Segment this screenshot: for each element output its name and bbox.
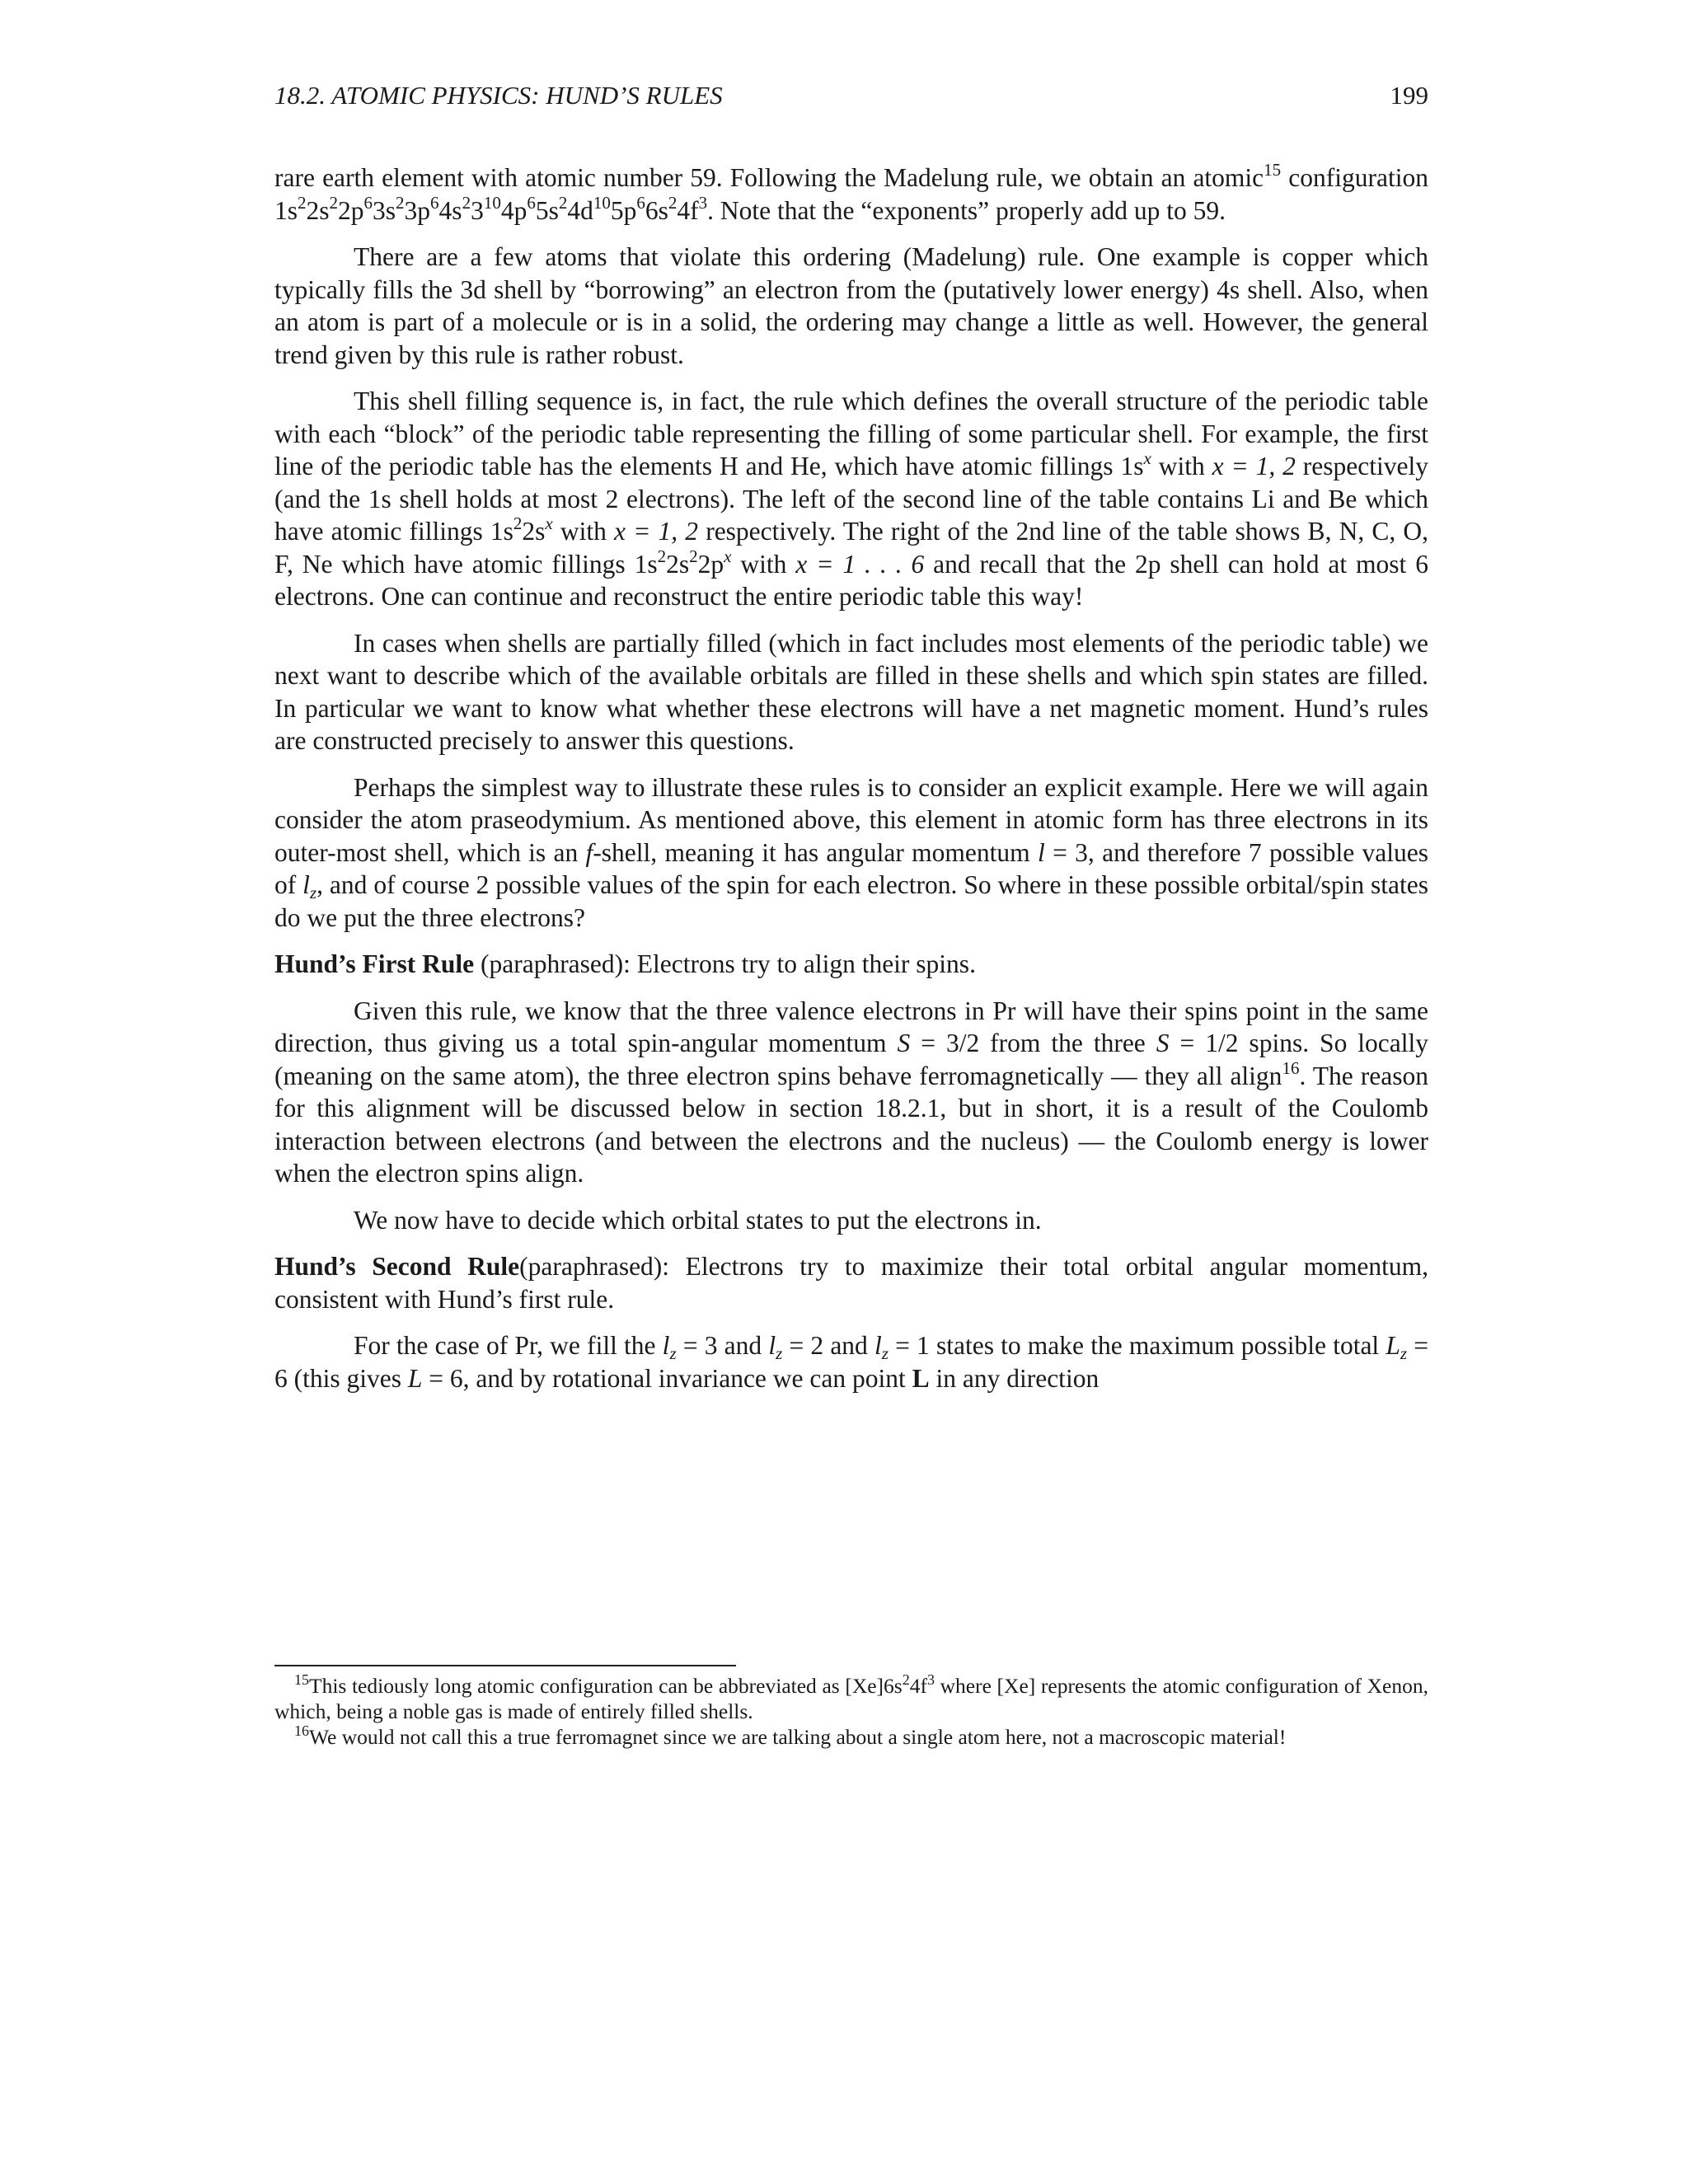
running-header — [274, 81, 1428, 122]
page — [274, 81, 1428, 1408]
config-occupancy: 3 — [698, 192, 708, 213]
hunds-first-rule: Hund’s First Rule (paraphrased): Electrons try to align their spins. — [274, 949, 976, 978]
footnotes — [274, 1673, 1428, 1750]
paragraph-3: This shell filling sequence is, in fact, the rule which defines the overall structure of the periodic table with each “block” of the periodic table representing the filling of some particular shell. For example, the first line of the periodic table has the elements H and He, which have atomic fillings $1s^x$ with x = 1, 2 respectively (and the 1s shell holds at most 2 electrons). The left of the second line of the table contains Li and Be which have atomic fillings $1s^22s^x$ with x = 1, 2 respectively. The right of the 2nd line of the table shows B, N, C, O, F, Ne which have atomic fillings $1s^22s^22p^x$ with x = 1 . . . 6 and recall that the 2p shell can hold at most 6 electrons. One can continue and reconstruct the entire periodic table this way! — [274, 387, 1428, 611]
footnote-15: $^{15}$This tediously long atomic configuration can be abbreviated as $[Xe]6s^24f^3$ where [Xe] represents the atomic configuration of Xenon, which, being a noble gas is made of entirely filled shells. — [274, 1671, 1428, 1723]
page-number: 199 — [1390, 81, 1428, 110]
config-shell: 4f — [677, 195, 699, 225]
electron-configuration — [274, 192, 708, 225]
config-occupancy: 6 — [636, 192, 645, 213]
config-occupancy: 10 — [593, 192, 611, 213]
config-occupancy: 6 — [430, 192, 439, 213]
config-occupancy: 2 — [462, 192, 471, 213]
paragraph-7: We now have to decide which orbital states to put the electrons in. — [354, 1205, 1042, 1235]
body-text — [274, 162, 1428, 1394]
config-shell: 2s — [306, 195, 330, 225]
config-shell: 2p — [338, 195, 364, 225]
config-shell: 5s — [535, 195, 559, 225]
paragraph-6: Given this rule, we know that the three valence electrons in Pr will have their spins point in the same direction, thus giving us a total spin-angular momentum S = 3/2 from the three S = 1/2 spins. So locally (meaning on the same atom), the three electron spins behave ferromagnetically — they all align$^{16}$. The reason for this alignment will be discussed below in section 18.2.1, but in short, it is a result of the Coulomb interaction between electrons (and between the electrons and the nucleus) — the Coulomb energy is lower when the electron spins align. — [274, 996, 1429, 1188]
config-shell: 4p — [500, 195, 528, 225]
config-occupancy: 2 — [668, 192, 678, 213]
paragraph-2: There are a few atoms that violate this ordering (Madelung) rule. One example is copper which typically fills the 3d shell by “borrowing” an electron from the (putatively lower energy) 4s shell. Also, when an atom is part of a molecule or is in a solid, the ordering may change a little as well. However, the general trend given by this rule is rather robust. — [274, 242, 1428, 369]
paragraph-5: Perhaps the simplest way to illustrate these rules is to consider an explicit example. Here we will again consider the atom praseodymium. As mentioned above, this element in atomic form has three electrons in its outer-most shell, which is an f-shell, meaning it has angular momentum l = 3, and therefore 7 possible values of $l_z$, and of course 2 possible values of the spin for each electron. So where in these possible orbital/spin states do we put the three electrons? — [274, 772, 1429, 932]
config-shell: 1s — [274, 195, 298, 225]
config-occupancy: 6 — [363, 192, 373, 213]
footnote-ref-16: 16 — [1282, 1057, 1300, 1078]
footnote-separator — [274, 1665, 736, 1666]
hunds-second-rule: Hund’s Second Rule(paraphrased): Electrons try to maximize their total orbital angular momentum, consistent with Hund’s first rule. — [274, 1252, 1429, 1314]
header-title: 18.2. ATOMIC PHYSICS: HUND’S RULES — [274, 81, 723, 110]
paragraph-1: rare earth element with atomic number 59. Following the Madelung rule, we obtain an atomic$^{15}$ configuration $1s^22s^22p^63s^23p^64s^23^{10}4p^65s^24d^{10}5p^66s^24f^3$. Note that the “exponents” properly add up to 59. — [274, 160, 1428, 225]
config-occupancy: 2 — [396, 192, 405, 213]
config-occupancy: 2 — [329, 192, 339, 213]
config-shell: 4s — [438, 195, 462, 225]
footnote-16: $^{16}$We would not call this a true ferromagnet since we are talking about a single atom here, not a macroscopic material! — [294, 1722, 1287, 1749]
config-shell: 4d — [567, 195, 593, 225]
paragraph-8: For the case of Pr, we fill the $l_z = 3$ and $l_z = 2$ and $l_z = 1$ states to make the maximum possible total $L_z = 6$ (this gives L = 6, and by rotational invariance we can point L in any direction — [274, 1331, 1429, 1393]
config-occupancy: 6 — [527, 192, 536, 213]
config-shell: 6s — [645, 195, 668, 225]
config-occupancy: 2 — [298, 192, 307, 213]
footnote-ref-15: 15 — [1264, 160, 1282, 180]
config-shell: 3p — [404, 195, 431, 225]
config-shell: 3s — [373, 195, 396, 225]
config-occupancy: 10 — [483, 192, 501, 213]
paragraph-4: In cases when shells are partially filled (which in fact includes most elements of the periodic table) we next want to describe which of the available orbitals are filled in these shells and which spin states are filled. In particular we want to know what whether these electrons will have a net magnetic moment. Hund’s rules are constructed precisely to answer this questions. — [274, 628, 1428, 755]
config-shell: 3 — [471, 195, 484, 225]
config-shell: 5p — [610, 195, 637, 225]
config-occupancy: 2 — [558, 192, 568, 213]
